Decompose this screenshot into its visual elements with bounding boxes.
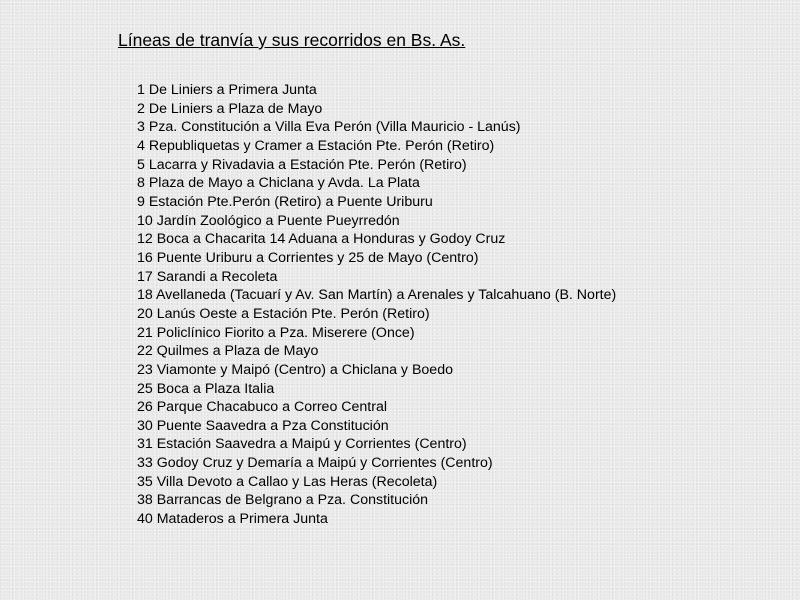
route-item: 3 Pza. Constitución a Villa Eva Perón (Villa Mauricio - Lanús) [137, 119, 521, 136]
route-item: 12 Boca a Chacarita 14 Aduana a Honduras y Godoy Cruz [137, 231, 506, 248]
route-item: 18 Avellaneda (Tacuarí y Av. San Martín) a Arenales y Talcahuano (B. Norte) [137, 287, 617, 304]
route-item: 38 Barrancas de Belgrano a Pza. Constitución [137, 492, 429, 509]
route-item: 9 Estación Pte.Perón (Retiro) a Puente Uriburu [137, 193, 433, 210]
route-item: 20 Lanús Oeste a Estación Pte. Perón (Retiro) [137, 305, 430, 322]
page-title: Líneas de tranvía y sus recorridos en Bs. As. [118, 30, 466, 50]
route-item: 10 Jardín Zoológico a Puente Pueyrredón [137, 212, 400, 229]
route-item: 40 Mataderos a Primera Junta [137, 511, 328, 528]
route-list [137, 81, 616, 529]
route-item: 26 Parque Chacabuco a Correo Central [137, 399, 388, 416]
route-item: 5 Lacarra y Rivadavia a Estación Pte. Perón (Retiro) [137, 156, 467, 173]
route-item: 4 Republiquetas y Cramer a Estación Pte. Perón (Retiro) [137, 137, 495, 154]
route-item: 33 Godoy Cruz y Demaría a Maipú y Corrientes (Centro) [137, 455, 493, 472]
route-item: 1 De Liniers a Primera Junta [137, 82, 317, 98]
route-item: 30 Puente Saavedra a Pza Constitución [137, 417, 389, 434]
route-item: 17 Sarandi a Recoleta [137, 268, 278, 285]
route-item: 2 De Liniers a Plaza de Mayo [137, 100, 323, 117]
route-item: 35 Villa Devoto a Callao y Las Heras (Recoleta) [137, 473, 438, 490]
route-item: 21 Policlínico Fiorito a Pza. Miserere (Once) [137, 324, 415, 341]
route-item: 25 Boca a Plaza Italia [137, 380, 275, 397]
route-item: 22 Quilmes a Plaza de Mayo [137, 343, 319, 360]
route-item: 31 Estación Saavedra a Maipú y Corrientes (Centro) [137, 436, 467, 453]
route-item: 16 Puente Uriburu a Corrientes y 25 de Mayo (Centro) [137, 249, 479, 266]
route-item: 23 Viamonte y Maipó (Centro) a Chiclana y Boedo [137, 361, 453, 378]
route-item: 8 Plaza de Mayo a Chiclana y Avda. La Plata [137, 175, 420, 192]
